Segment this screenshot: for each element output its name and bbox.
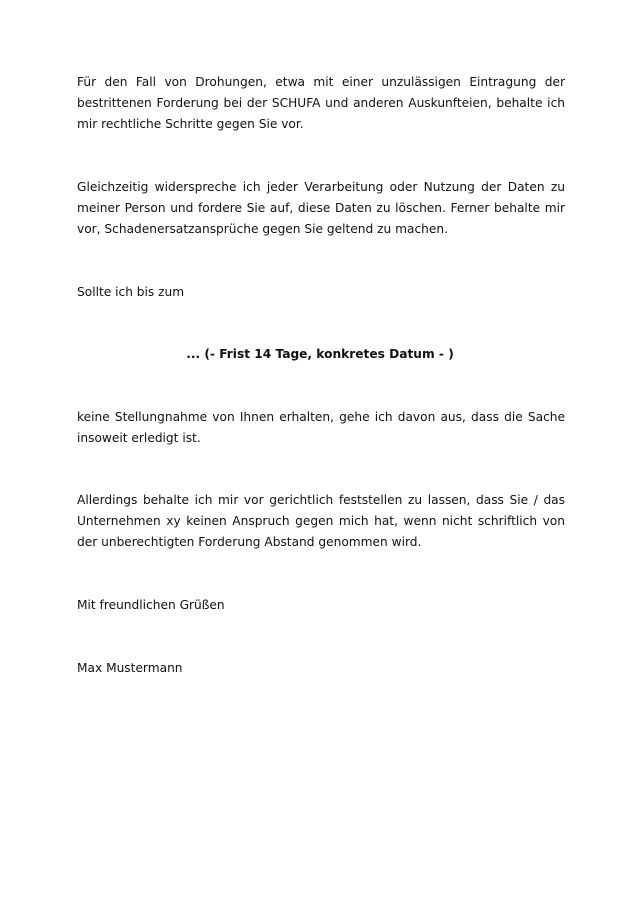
paragraph-no-response: keine Stellungnahme von Ihnen erhalten, gehe ich davon aus, dass die Sache insoweit erledigt ist. [77, 410, 565, 445]
paragraph-deadline-intro: Sollte ich bis zum [77, 285, 185, 299]
deadline-placeholder: ... (- Frist 14 Tage, konkretes Datum - ) [186, 347, 454, 361]
signature-name: Max Mustermann [77, 661, 183, 675]
paragraph-court: Allerdings behalte ich mir vor gerichtlich feststellen zu lassen, dass Sie / das Unternehmen xy keinen Anspruch gegen mich hat, wenn nicht schriftlich von der unberechtigten Forderung Abstand genommen wird. [77, 493, 565, 549]
paragraph-threats: Für den Fall von Drohungen, etwa mit einer unzulässigen Eintragung der bestrittenen Forderung bei der SCHUFA und anderen Auskunfteien, behalte ich mir rechtliche Schritte gegen Sie vor. [77, 75, 565, 131]
closing-greeting: Mit freundlichen Grüßen [77, 598, 225, 612]
paragraph-data-objection: Gleichzeitig widerspreche ich jeder Verarbeitung oder Nutzung der Daten zu meiner Person und fordere Sie auf, diese Daten zu löschen. Ferner behalte mir vor, Schadenersatzansprüche gegen Sie geltend zu machen. [77, 180, 565, 236]
